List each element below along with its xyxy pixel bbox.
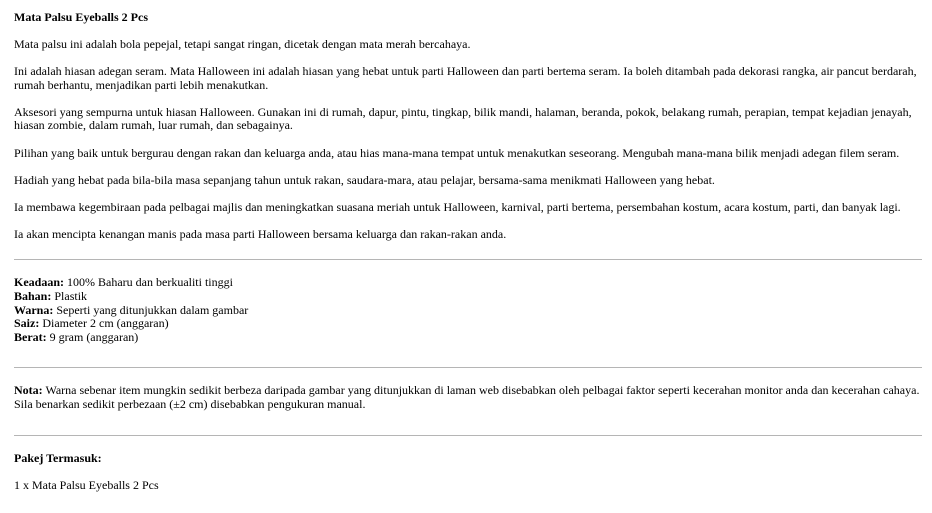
spec-weight bbox=[14, 331, 922, 345]
package-heading: Pakej Termasuk: bbox=[14, 450, 102, 465]
spec-value: Plastik bbox=[51, 289, 88, 304]
spec-size bbox=[14, 317, 922, 331]
section-divider bbox=[14, 367, 922, 368]
spec-label: Saiz: bbox=[14, 316, 40, 331]
section-divider bbox=[14, 435, 922, 436]
specifications-list bbox=[14, 276, 922, 344]
spec-value: 100% Baharu dan berkualiti tinggi bbox=[64, 275, 233, 290]
spec-condition bbox=[14, 276, 922, 290]
description-paragraph: Hadiah yang hebat pada bila-bila masa sepanjang tahun untuk rakan, saudara-mara, atau pelajar, bersama-sama menikmati Halloween yang hebat. bbox=[14, 172, 715, 187]
spec-color bbox=[14, 304, 922, 318]
spec-value: 9 gram (anggaran) bbox=[46, 329, 139, 344]
description-paragraph: Aksesori yang sempurna untuk hiasan Halloween. Gunakan ini di rumah, dapur, pintu, tingkap, bilik mandi, halaman, beranda, pokok, belakang rumah, perapian, tempat kejadian jenayah, hiasan zombie, dalam rumah, luar rumah, dan sebagainya. bbox=[14, 104, 912, 133]
description-paragraph: Ini adalah hiasan adegan seram. Mata Halloween ini adalah hiasan yang hebat untuk parti Halloween dan parti bertema seram. Ia boleh ditambah pada dekorasi rangka, air pancut berdarah, rumah berhantu, menjadikan parti lebih menakutkan. bbox=[14, 64, 917, 92]
section-divider bbox=[14, 259, 922, 260]
note-text: Warna sebenar item mungkin sedikit berbeza daripada gambar yang ditunjukkan di laman web disebabkan oleh pelbagai faktor seperti kecerahan monitor anda dan kecerahan cahaya. Sila benarkan sedikit perbezaan (±2 cm) disebabkan pengukuran manual. bbox=[14, 383, 920, 411]
description-paragraph: Mata palsu ini adalah bola pepejal, tetapi sangat ringan, dicetak dengan mata merah bercahaya. bbox=[14, 37, 471, 52]
spec-label: Bahan: bbox=[14, 289, 52, 304]
spec-value: Seperti yang ditunjukkan dalam gambar bbox=[53, 302, 249, 317]
note-label: Nota: bbox=[14, 383, 43, 398]
note-paragraph bbox=[14, 384, 922, 411]
description-paragraph: Pilihan yang baik untuk bergurau dengan rakan dan keluarga anda, atau hias mana-mana tempat untuk menakutkan seseorang. Mengubah mana-mana bilik menjadi adegan filem seram. bbox=[14, 145, 900, 160]
spec-label: Keadaan: bbox=[14, 275, 65, 290]
description-paragraph: Ia akan mencipta kenangan manis pada masa parti Halloween bersama keluarga dan rakan-rakan anda. bbox=[14, 226, 507, 241]
spec-label: Warna: bbox=[14, 302, 54, 317]
spec-material bbox=[14, 290, 922, 304]
package-item: 1 x Mata Palsu Eyeballs 2 Pcs bbox=[14, 477, 159, 492]
product-title: Mata Palsu Eyeballs 2 Pcs bbox=[14, 10, 148, 24]
spec-label: Berat: bbox=[14, 329, 47, 344]
spec-value: Diameter 2 cm (anggaran) bbox=[39, 316, 169, 331]
description-paragraph: Ia membawa kegembiraan pada pelbagai majlis dan meningkatkan suasana meriah untuk Halloween, karnival, parti bertema, persembahan kostum, acara kostum, parti, dan banyak lagi. bbox=[14, 199, 901, 214]
